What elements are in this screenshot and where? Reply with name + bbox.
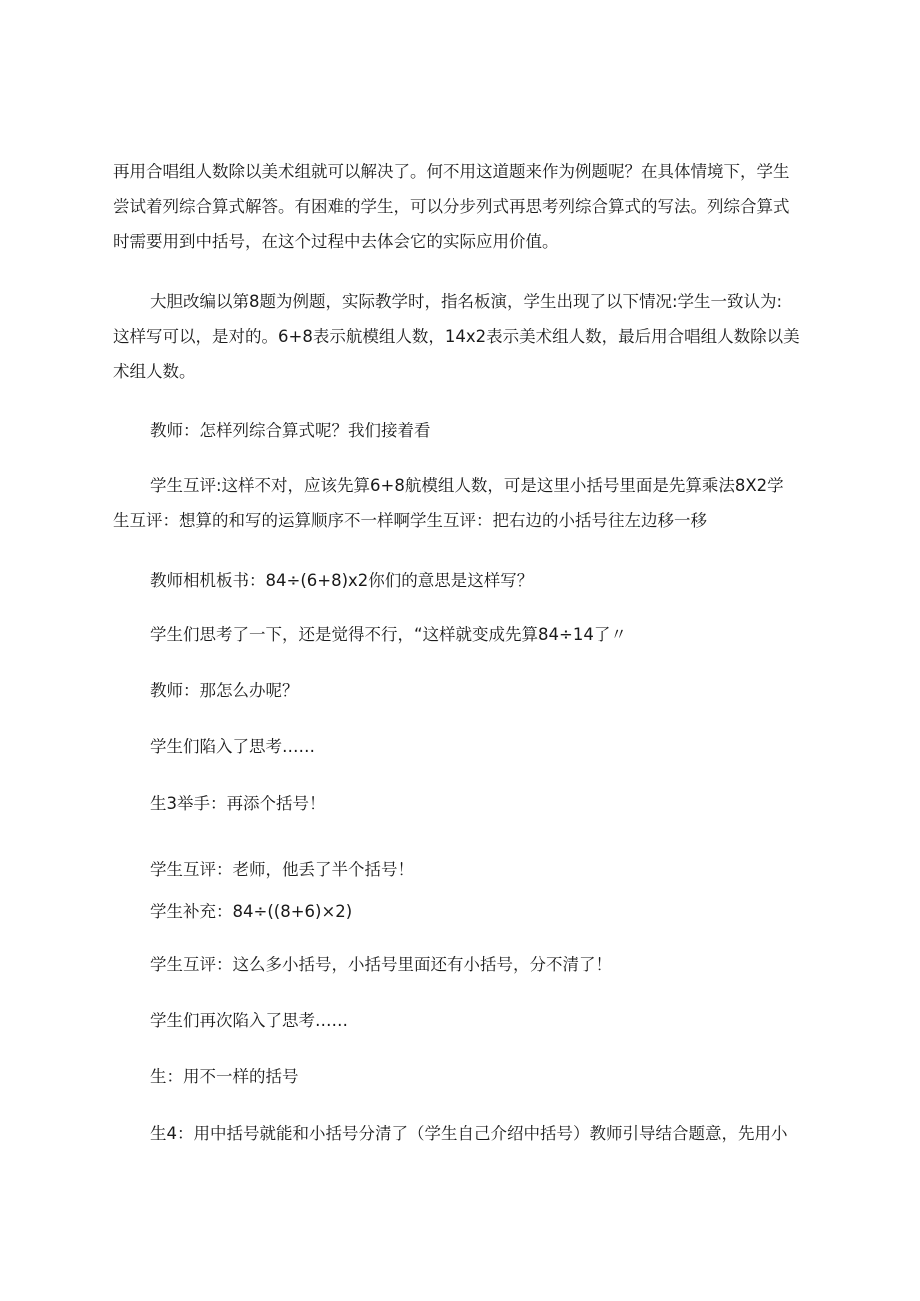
paragraph-12: 学生互评：这么多小括号，小括号里面还有小括号，分不清了！: [150, 955, 612, 974]
paragraph-line: 再用合唱组人数除以美术组就可以解决了。何不用这道题来作为例题呢？在具体情境下，学生: [113, 162, 790, 181]
paragraph-15: 生4：用中括号就能和小括号分清了（学生自己介绍中括号）教师引导结合题意，先用小: [150, 1124, 788, 1143]
paragraph-5: 教师相机板书：84÷(6+8)x2你们的意思是这样写？: [150, 571, 534, 590]
paragraph-6: 学生们思考了一下，还是觉得不行，“这样就变成先算84÷14了〃: [150, 625, 627, 644]
paragraph-line: 术组人数。: [113, 362, 196, 381]
paragraph-3: 教师：怎样列综合算式呢？我们接着看: [150, 421, 431, 440]
paragraph-line: 时需要用到中括号，在这个过程中去体会它的实际应用价值。: [113, 232, 559, 251]
paragraph-13: 学生们再次陷入了思考……: [150, 1011, 348, 1030]
paragraph-line: 大胆改编以第8题为例题，实际教学时，指名板演，学生出现了以下情况:学生一致认为:: [150, 292, 783, 311]
paragraph-10: 学生互评：老师，他丢了半个括号！: [150, 860, 414, 879]
paragraph-line: 尝试着列综合算式解答。有困难的学生，可以分步列式再思考列综合算式的写法。列综合算式: [113, 197, 790, 216]
paragraph-line: 学生互评:这样不对，应该先算6+8航模组人数，可是这里小括号里面是先算乘法8X2学: [150, 476, 784, 495]
paragraph-14: 生：用不一样的括号: [150, 1067, 299, 1086]
paragraph-4: [113, 468, 813, 538]
paragraph-8: 学生们陷入了思考……: [150, 737, 315, 756]
paragraph-11: 学生补充：84÷((8+6)×2): [150, 902, 353, 921]
paragraph-1: [113, 154, 813, 259]
paragraph-2: [113, 284, 813, 389]
paragraph-line: 这样写可以，是对的。6+8表示航模组人数，14x2表示美术组人数，最后用合唱组人数除以美: [113, 327, 800, 346]
paragraph-line: 生互评：想算的和写的运算顺序不一样啊学生互评：把右边的小括号往左边移一移: [113, 511, 707, 530]
paragraph-9: 生3举手：再添个括号！: [150, 794, 326, 813]
paragraph-7: 教师：那怎么办呢？: [150, 681, 299, 700]
